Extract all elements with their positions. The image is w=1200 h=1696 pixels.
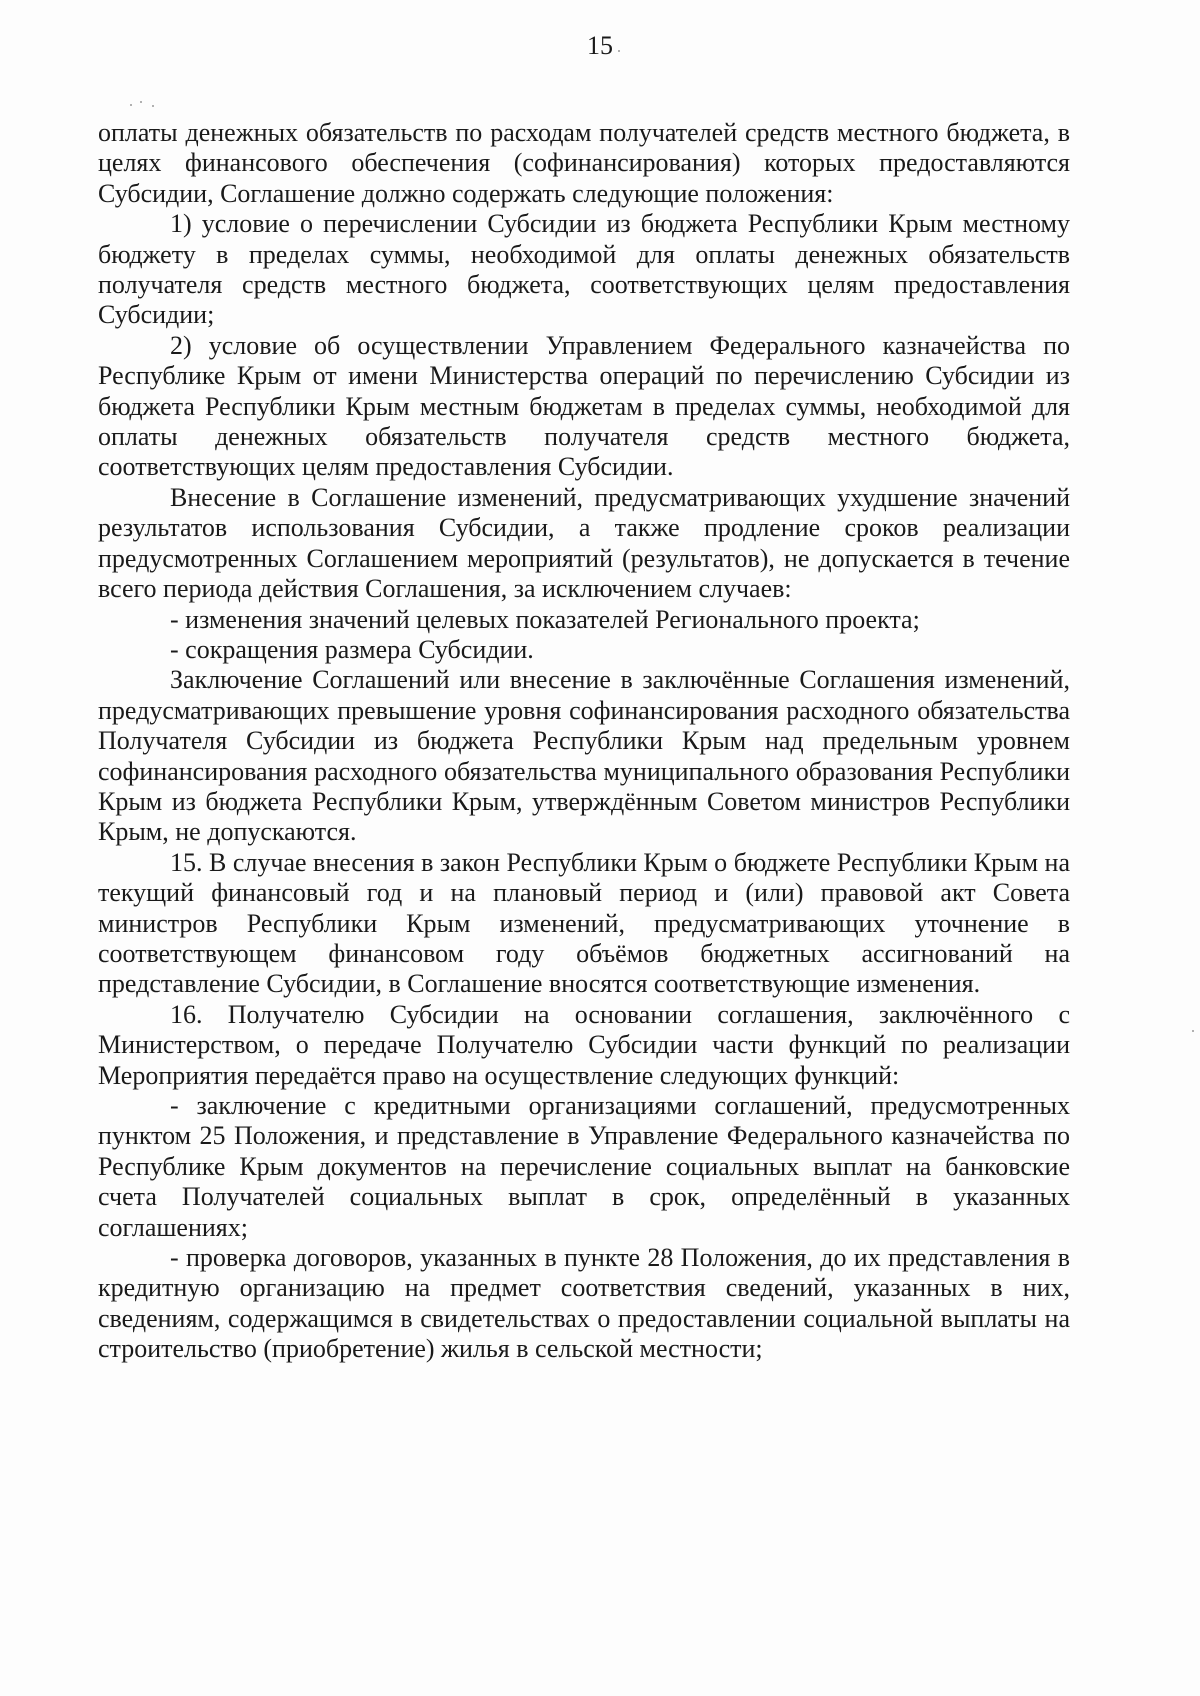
paragraph: 2) условие об осуществлении Управлением Федерального казначейства по Республике Крым от имени Министерства операций по перечислению Субсидии из бюджета Республики Крым местным бюджетам в пределах суммы, необходимой для оплаты денежных обязательств получателя средств местного бюджета, соответствующих целям предоставления Субсидии. xyxy=(98,330,1070,482)
document-body xyxy=(98,118,1070,1365)
scan-speck xyxy=(618,50,620,52)
page-number: 15 xyxy=(587,31,613,60)
scan-speck xyxy=(1192,1030,1194,1032)
list-item: - сокращения размера Субсидии. xyxy=(170,634,534,664)
scan-speck xyxy=(152,105,154,107)
paragraph: 15. В случае внесения в закон Республики Крым о бюджете Республики Крым на текущий финансовый год и на плановый период и (или) правовой акт Совета министров Республики Крым изменений, предусматривающих уточнение в соответствующем финансовом году объёмов бюджетных ассигнований на представление Субсидии, в Соглашение вносятся соответствующие изменения. xyxy=(98,847,1070,999)
scan-speck xyxy=(140,101,142,103)
paragraph: Заключение Соглашений или внесение в заключённые Соглашения изменений, предусматривающих превышение уровня софинансирования расходного обязательства Получателя Субсидии из бюджета Республики Крым над предельным уровнем софинансирования расходного обязательства муниципального образования Республики Крым из бюджета Республики Крым, утверждённым Советом министров Республики Крым, не допускаются. xyxy=(98,665,1070,847)
list-item: - изменения значений целевых показателей Регионального проекта; xyxy=(170,604,920,634)
paragraph: Внесение в Соглашение изменений, предусматривающих ухудшение значений результатов использования Субсидии, а также продление сроков реализации предусмотренных Соглашением мероприятий (результатов), не допускается в течение всего периода действия Соглашения, за исключением случаев: xyxy=(98,482,1070,604)
paragraph: 1) условие о перечислении Субсидии из бюджета Республики Крым местному бюджету в пределах суммы, необходимой для оплаты денежных обязательств получателя средств местного бюджета, соответствующих целям предоставления Субсидии; xyxy=(98,209,1070,330)
paragraph: оплаты денежных обязательств по расходам получателей средств местного бюджета, в целях финансового обеспечения (софинансирования) которых предоставляются Субсидии, Соглашение должно содержать следующие положения: xyxy=(98,118,1070,208)
scan-speck xyxy=(130,104,132,106)
list-item: - проверка договоров, указанных в пункте 28 Положения, до их представления в кредитную организацию на предмет соответствия сведений, указанных в них, сведениям, содержащимся в свидетельствах о предоставлении социальной выплаты на строительство (приобретение) жилья в сельской местности; xyxy=(98,1243,1070,1364)
paragraph: 16. Получателю Субсидии на основании соглашения, заключённого с Министерством, о передаче Получателю Субсидии части функций по реализации Мероприятия передаётся право на осуществление следующих функций: xyxy=(98,999,1070,1090)
list-item: - заключение с кредитными организациями соглашений, предусмотренных пунктом 25 Положения, и представление в Управление Федерального казначейства по Республике Крым документов на перечисление социальных выплат на банковские счета Получателей социальных выплат в срок, определённый в указанных соглашениях; xyxy=(98,1091,1070,1242)
